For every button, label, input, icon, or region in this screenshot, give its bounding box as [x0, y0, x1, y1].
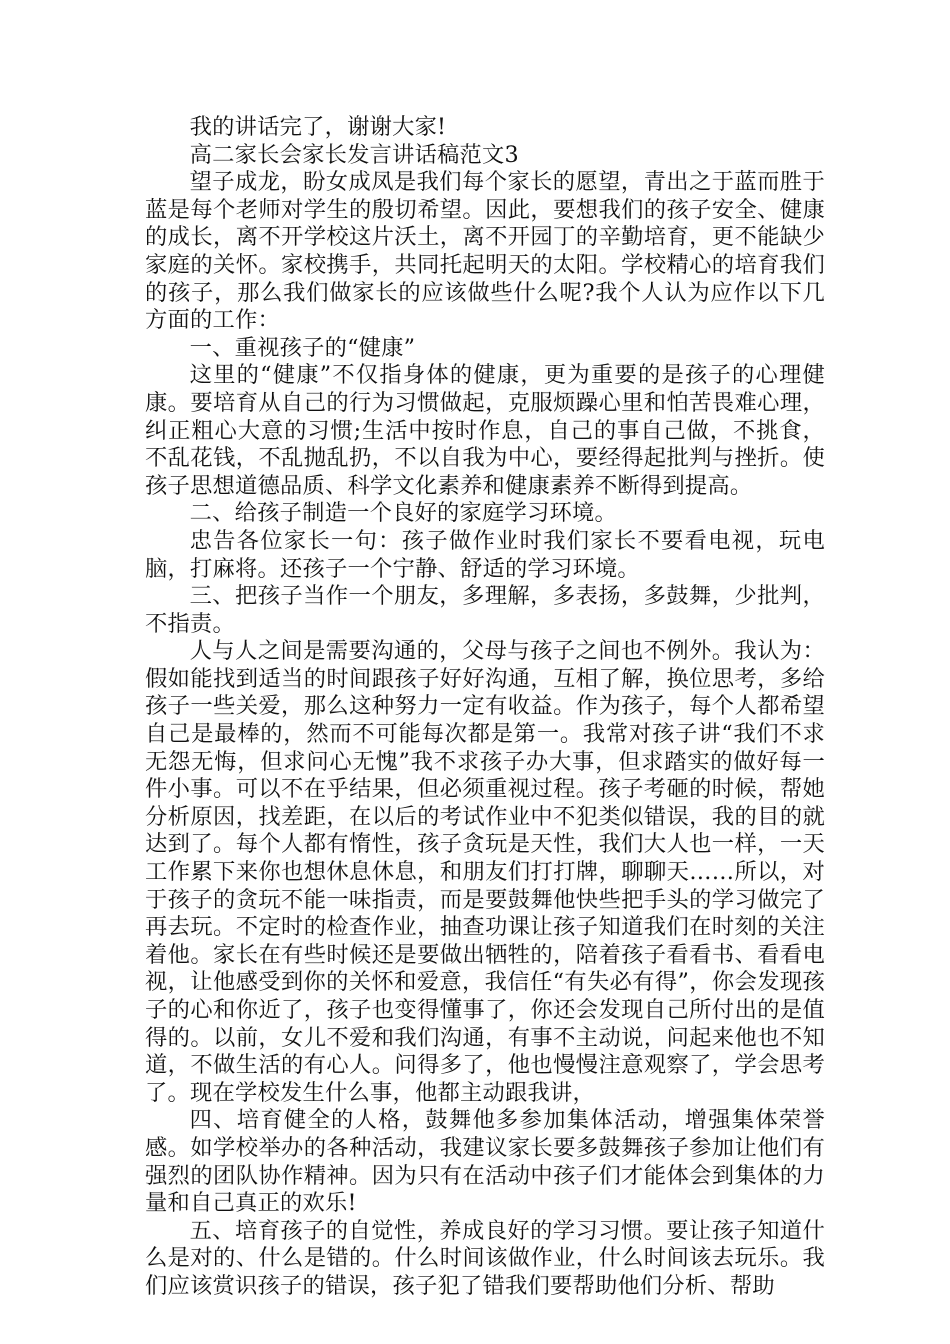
paragraph-environment: 忠告各位家长一句：孩子做作业时我们家长不要看电视，玩电脑，打麻将。还孩子一个宁静、舒适的学习环境。: [145, 527, 825, 582]
closing-line: 我的讲话完了，谢谢大家!: [189, 114, 447, 140]
section-title: 高二家长会家长发言讲话稿范文3: [189, 141, 519, 168]
paragraph-communication: 人与人之间是需要沟通的，父母与孩子之间也不例外。我认为：假如能找到适当的时间跟孩子好好沟通，互相了解，换位思考，多给孩子一些关爱，那么这种努力一定有收益。作为孩子，每个人都希望自己是最棒的，然而不可能每次都是第一。我常对孩子讲“我们不求无怨无悔，但求问心无愧”我不求孩子办大事，但求踏实的做好每一件小事。可以不在乎结果，但必须重视过程。孩子考砸的时候，帮她分析原因，找差距，在以后的考试作业中不犯类似错误，我的目的就达到了。每个人都有惰性，孩子贪玩是天性，我们大人也一样，一天工作累下来你也想休息休息，和朋友们打打牌，聊聊天……所以，对于孩子的贪玩不能一味指责，而是要鼓舞他快些把手头的学习做完了再去玩。不定时的检查作业，抽查功课让孩子知道我们在时刻的关注着他。家长在有些时候还是要做出牺牲的，陪着孩子看看书、看看电视，让他感受到你的关怀和爱意，我信任“有失必有得”，你会发现孩子的心和你近了，孩子也变得懂事了，你还会发现自己所付出的是值得的。以前，女儿不爱和我们沟通，有事不主动说，问起来他也不知道，不做生活的有心人。问得多了，他也慢慢注意观察了，学会思考了。现在学校发生什么事，他都主动跟我讲，: [145, 638, 825, 1106]
document-body: [145, 114, 825, 1301]
heading-three: 三、把孩子当作一个朋友，多理解，多表扬，多鼓舞，少批判，不指责。: [145, 583, 825, 637]
heading-one: 一、重视孩子的“健康”: [189, 334, 416, 361]
paragraph-health: 这里的“健康”不仅指身体的健康，更为重要的是孩子的心理健康。要培育从自己的行为习惯做起，克服烦躁心里和怕苦畏难心理，纠正粗心大意的习惯;生活中按时作息，自己的事自己做，不挑食，不乱花钱，不乱抛乱扔，不以自我为中心，要经得起批判与挫折。使孩子思想道德品质、科学文化素养和健康素养不断得到提高。: [145, 362, 825, 499]
heading-four: 四、培育健全的人格，鼓舞他多参加集体活动，增强集体荣誉感。如学校举办的各种活动，我建议家长要多鼓舞孩子参加让他们有强烈的团队协作精神。因为只有在活动中孩子们才能体会到集体的力量和自己真正的欢乐!: [145, 1107, 825, 1217]
intro-paragraph: 望子成龙，盼女成凤是我们每个家长的愿望，青出之于蓝而胜于蓝是每个老师对学生的殷切希望。因此，要想我们的孩子安全、健康的成长，离不开学校这片沃土，离不开园丁的辛勤培育，更不能缺少家庭的关怀。家校携手，共同托起明天的太阳。学校精心的培育我们的孩子，那么我们做家长的应该做些什么呢?我个人认为应作以下几方面的工作：: [145, 169, 825, 334]
heading-two: 二、给孩子制造一个良好的家庭学习环境。: [189, 500, 618, 527]
heading-five: 五、培育孩子的自觉性，养成良好的学习习惯。要让孩子知道什么是对的、什么是错的。什么时间该做作业，什么时间该去玩乐。我们应该赏识孩子的错误，孩子犯了错我们要帮助他们分析、帮助: [145, 1217, 825, 1299]
